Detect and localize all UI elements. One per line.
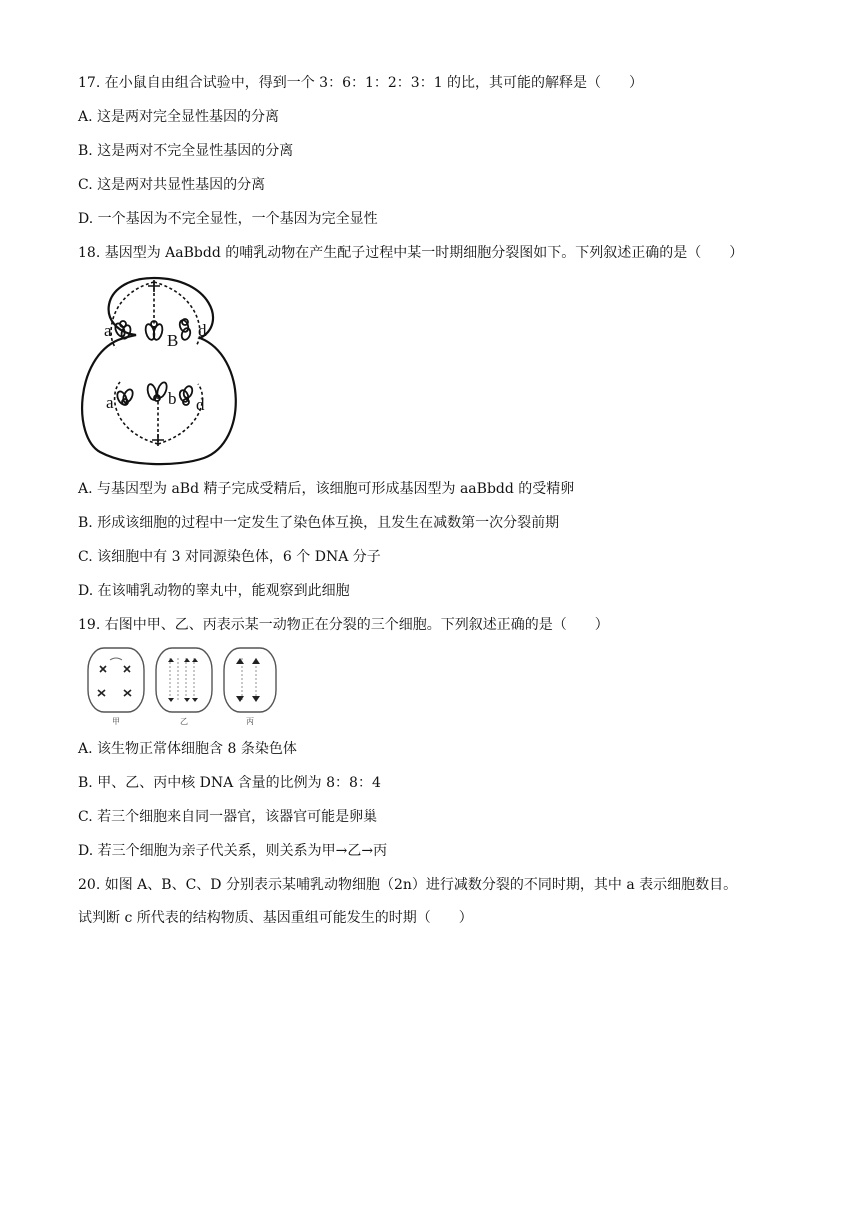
question-18-option-d: D. 在该哺乳动物的睾丸中，能观察到此细胞	[78, 583, 350, 599]
question-19-option-c: C. 若三个细胞来自同一器官，该器官可能是卵巢	[78, 809, 378, 825]
question-18-option-a: A. 与基因型为 aBd 精子完成受精后，该细胞可形成基因型为 aaBbdd 的受精卵	[78, 481, 575, 497]
gene-label-d-top: d	[198, 321, 207, 340]
question-19-option-b: B. 甲、乙、丙中核 DNA 含量的比例为 8：8：4	[78, 775, 381, 791]
question-19-option-d: D. 若三个细胞为亲子代关系，则关系为甲→乙→丙	[78, 843, 388, 859]
question-20-stem-line-2: 试判断 c 所代表的结构物质、基因重组可能发生的时期（ ）	[78, 910, 473, 926]
question-18-option-b: B. 形成该细胞的过程中一定发生了染色体互换，且发生在减数第一次分裂前期	[78, 515, 560, 531]
cell-bing	[224, 648, 276, 726]
cell-jia	[88, 648, 144, 726]
centrosome	[148, 280, 160, 292]
cell-label-bing: 丙	[246, 717, 254, 726]
question-17-option-a: A. 这是两对完全显性基因的分离	[78, 109, 280, 125]
cell-label-yi: 乙	[180, 717, 188, 726]
gene-label-a-bottom: a	[106, 393, 114, 412]
question-18-option-c: C. 该细胞中有 3 对同源染色体，6 个 DNA 分子	[78, 549, 381, 565]
question-17-option-c: C. 这是两对共显性基因的分离	[78, 177, 266, 193]
question-19-stem: 19. 右图中甲、乙、丙表示某一动物正在分裂的三个细胞。下列叙述正确的是（ ）	[78, 617, 609, 633]
question-19-option-a: A. 该生物正常体细胞含 8 条染色体	[78, 741, 297, 757]
cell-yi	[156, 648, 212, 726]
gene-label-a-top: a	[104, 321, 112, 340]
question-18-stem: 18. 基因型为 AaBbdd 的哺乳动物在产生配子过程中某一时期细胞分裂图如下。下列叙述正确的是（ ）	[78, 245, 744, 261]
question-17-option-b: B. 这是两对不完全显性基因的分离	[78, 143, 294, 159]
question-18-cell-figure	[78, 272, 248, 467]
question-17-option-d: D. 一个基因为不完全显性，一个基因为完全显性	[78, 211, 378, 227]
question-17-stem: 17. 在小鼠自由组合试验中，得到一个 3：6：1：2：3：1 的比，其可能的解释是（ ）	[78, 75, 644, 91]
question-20-stem-line-1: 20. 如图 A、B、C、D 分别表示某哺乳动物细胞（2n）进行减数分裂的不同时期，其中 a 表示细胞数目。	[78, 877, 738, 893]
gene-label-B: B	[167, 331, 179, 350]
centrosome	[152, 434, 164, 446]
gene-label-b: b	[168, 389, 177, 408]
question-19-three-cells-figure	[80, 642, 280, 732]
cell-membrane	[82, 278, 236, 464]
cell-label-jia: 甲	[112, 717, 120, 726]
gene-label-d-bottom: d	[196, 395, 205, 414]
